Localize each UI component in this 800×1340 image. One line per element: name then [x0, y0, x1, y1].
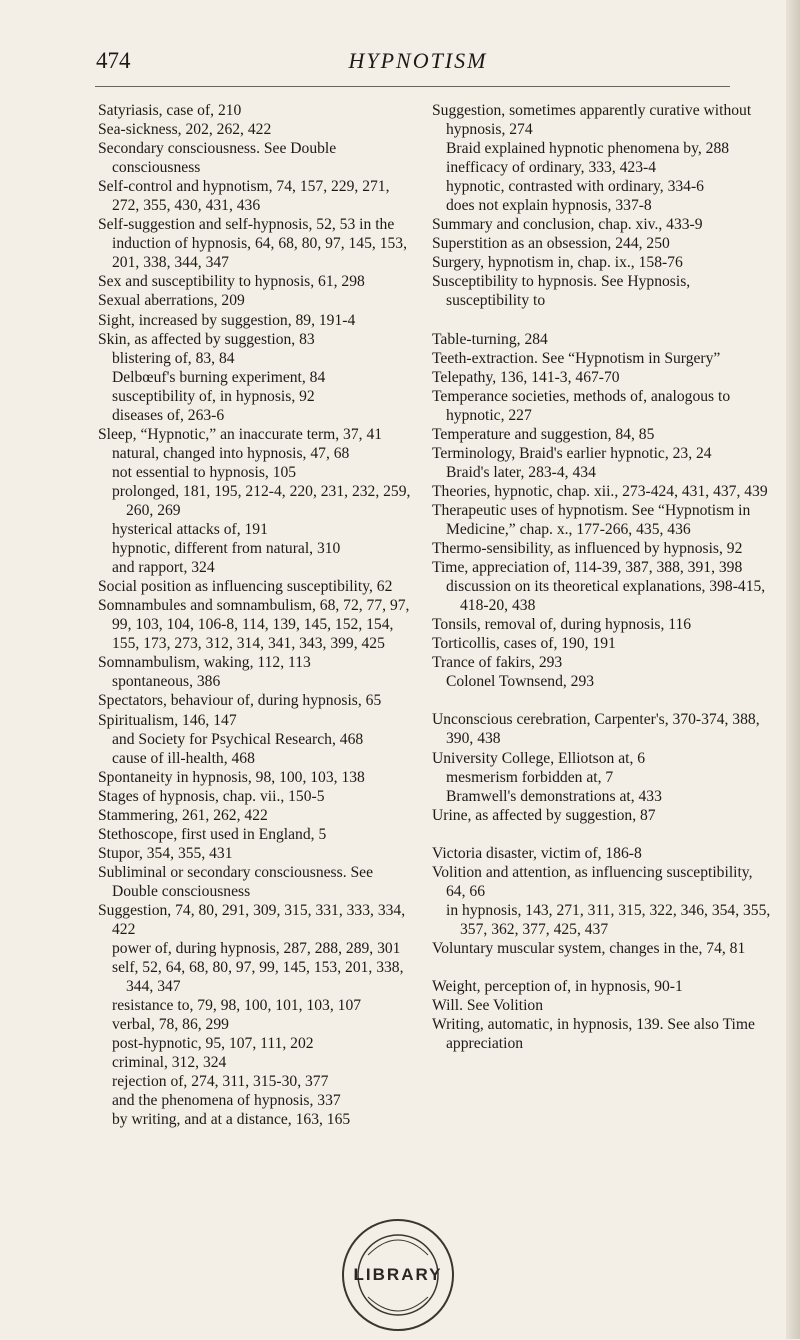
index-subentry: power of, during hypnosis, 287, 288, 289, 301	[112, 940, 401, 958]
index-entry: Stethoscope, first used in England, 5	[98, 825, 327, 843]
running-head: HYPNOTISM	[348, 48, 488, 73]
library-stamp-label: LIBRARY	[353, 1265, 443, 1284]
index-entry: Stammering, 261, 262, 422	[98, 806, 268, 824]
index-entry: Thermo-sensibility, as influenced by hypnosis, 92	[432, 540, 743, 558]
index-subentry: hysterical attacks of, 191	[112, 521, 268, 539]
page-number: 474	[96, 48, 131, 73]
section-gap	[432, 311, 772, 330]
index-subentry: rejection of, 274, 311, 315-30, 377	[112, 1073, 329, 1091]
index-entry: Surgery, hypnotism in, chap. ix., 158-76	[432, 254, 683, 272]
index-entry: Weight, perception of, in hypnosis, 90-1	[432, 977, 683, 995]
index-entry: Time, appreciation of, 114-39, 387, 388, 391, 398	[432, 559, 743, 577]
index-entry: Susceptibility to hypnosis. See Hypnosis, susceptibility to	[432, 273, 691, 310]
library-stamp	[338, 1215, 458, 1335]
index-entry: Temperance societies, methods of, analogous to hypnotic, 227	[432, 387, 731, 424]
index-entry: Superstition as an obsession, 244, 250	[432, 235, 670, 253]
index-entry: Victoria disaster, victim of, 186-8	[432, 844, 642, 862]
index-entry: Suggestion, sometimes apparently curative without hypnosis, 274	[432, 102, 752, 139]
left-index-column	[98, 101, 418, 1130]
index-entry: Skin, as affected by suggestion, 83	[98, 330, 315, 348]
index-entry: Sleep, “Hypnotic,” an inaccurate term, 37, 41	[98, 425, 383, 443]
index-subentry: blistering of, 83, 84	[112, 349, 235, 367]
index-entry: Terminology, Braid's earlier hypnotic, 23, 24	[432, 444, 712, 462]
index-subentry: susceptibility of, in hypnosis, 92	[112, 387, 315, 405]
index-subentry: natural, changed into hypnosis, 47, 68	[112, 444, 350, 462]
index-entry: Somnambulism, waking, 112, 113	[98, 654, 311, 672]
index-entry: Suggestion, 74, 80, 291, 309, 315, 331, 333, 334, 422	[98, 901, 406, 939]
index-entry: Table-turning, 284	[432, 330, 548, 348]
index-entry: Subliminal or secondary consciousness. See Double consciousness	[98, 863, 374, 900]
index-entry: Self-control and hypnotism, 74, 157, 229, 271, 272, 355, 430, 431, 436	[98, 178, 390, 215]
index-entry: University College, Elliotson at, 6	[432, 749, 646, 767]
index-subentry: spontaneous, 386	[112, 673, 221, 691]
index-entry: Writing, automatic, in hypnosis, 139. See also Time appreciation	[432, 1016, 755, 1053]
index-subentry: Braid explained hypnotic phenomena by, 288	[446, 140, 730, 158]
index-entry: Somnambules and somnambulism, 68, 72, 77, 97, 99, 103, 104, 106-8, 114, 139, 145, 152, 154, 155, 173, 273, 312, 314, 341, 343, 399, 425	[98, 597, 410, 653]
index-subentry: diseases of, 263-6	[112, 406, 225, 424]
index-subentry: not essential to hypnosis, 105	[112, 463, 297, 481]
index-subentry: post-hypnotic, 95, 107, 111, 202	[112, 1035, 314, 1053]
index-entry: Trance of fakirs, 293	[432, 654, 563, 672]
index-entry: Telepathy, 136, 141-3, 467-70	[432, 368, 620, 386]
index-subentry: Colonel Townsend, 293	[446, 673, 595, 691]
index-entry: Temperature and suggestion, 84, 85	[432, 425, 655, 443]
index-subentry: hypnotic, different from natural, 310	[112, 540, 341, 558]
index-entry: Spiritualism, 146, 147	[98, 711, 237, 729]
index-subentry: and Society for Psychical Research, 468	[112, 730, 364, 748]
right-index-column	[432, 101, 772, 1130]
index-subentry: in hypnosis, 143, 271, 311, 315, 322, 346, 354, 355, 357, 362, 377, 425, 437	[446, 901, 771, 938]
section-gap	[432, 691, 772, 710]
index-subentry: by writing, and at a distance, 163, 165	[112, 1111, 351, 1129]
index-subentry: Delbœuf's burning experiment, 84	[112, 368, 326, 386]
index-entry: Sex and susceptibility to hypnosis, 61, 298	[98, 273, 365, 291]
index-subentry: prolonged, 181, 195, 212-4, 220, 231, 232, 259, 260, 269	[112, 482, 411, 519]
index-entry: Stages of hypnosis, chap. vii., 150-5	[98, 787, 325, 805]
index-subentry: Bramwell's demonstrations at, 433	[446, 787, 662, 805]
index-entry: Spontaneity in hypnosis, 98, 100, 103, 138	[98, 768, 365, 786]
index-entry: Sexual aberrations, 209	[98, 292, 245, 310]
index-entry: Voluntary muscular system, changes in the, 74, 81	[432, 939, 746, 957]
index-subentry: resistance to, 79, 98, 100, 101, 103, 107	[112, 997, 362, 1015]
index-entry: Secondary consciousness. See Double consciousness	[98, 140, 337, 177]
section-gap	[432, 825, 772, 844]
index-columns	[98, 101, 772, 1130]
index-entry: Satyriasis, case of, 210	[98, 102, 242, 119]
header-rule	[95, 86, 730, 87]
index-entry: Spectators, behaviour of, during hypnosis, 65	[98, 692, 382, 710]
index-subentry: does not explain hypnosis, 337-8	[446, 197, 652, 215]
index-entry: Stupor, 354, 355, 431	[98, 844, 233, 862]
index-entry: Torticollis, cases of, 190, 191	[432, 635, 616, 653]
index-entry: Sight, increased by suggestion, 89, 191-4	[98, 311, 356, 329]
index-entry: Volition and attention, as influencing susceptibility, 64, 66	[432, 863, 753, 900]
index-subentry: verbal, 78, 86, 299	[112, 1016, 229, 1034]
index-entry: Tonsils, removal of, during hypnosis, 116	[432, 616, 692, 634]
section-gap	[432, 958, 772, 977]
index-subentry: Braid's later, 283-4, 434	[446, 463, 596, 481]
index-entry: Sea-sickness, 202, 262, 422	[98, 121, 272, 139]
index-subentry: criminal, 312, 324	[112, 1054, 227, 1072]
index-entry: Urine, as affected by suggestion, 87	[432, 806, 656, 824]
index-entry: Therapeutic uses of hypnotism. See “Hypnotism in Medicine,” chap. x., 177-266, 435, 436	[432, 501, 751, 538]
index-subentry: and the phenomena of hypnosis, 337	[112, 1092, 341, 1110]
index-entry: Social position as influencing susceptibility, 62	[98, 578, 393, 596]
index-subentry: hypnotic, contrasted with ordinary, 334-6	[446, 178, 704, 196]
index-subentry: and rapport, 324	[112, 559, 215, 577]
index-entry: Unconscious cerebration, Carpenter's, 370-374, 388, 390, 438	[432, 711, 760, 748]
index-entry: Theories, hypnotic, chap. xii., 273-424, 431, 437, 439	[432, 482, 768, 500]
index-subentry: self, 52, 64, 68, 80, 97, 99, 145, 153, 201, 338, 344, 347	[112, 959, 404, 996]
index-subentry: discussion on its theoretical explanations, 398-415, 418-20, 438	[446, 578, 766, 615]
index-subentry: cause of ill-health, 468	[112, 749, 255, 767]
index-entry: Summary and conclusion, chap. xiv., 433-9	[432, 216, 703, 234]
page-header	[88, 40, 748, 80]
index-subentry: mesmerism forbidden at, 7	[446, 768, 614, 786]
index-entry: Self-suggestion and self-hypnosis, 52, 53 in the induction of hypnosis, 64, 68, 80, 97, 145, 153, 201, 338, 344, 347	[98, 216, 407, 272]
index-entry: Teeth-extraction. See “Hypnotism in Surgery”	[432, 349, 721, 367]
index-entry: Will. See Volition	[432, 997, 543, 1015]
index-subentry: inefficacy of ordinary, 333, 423-4	[446, 159, 657, 177]
page-edge	[786, 0, 800, 1339]
